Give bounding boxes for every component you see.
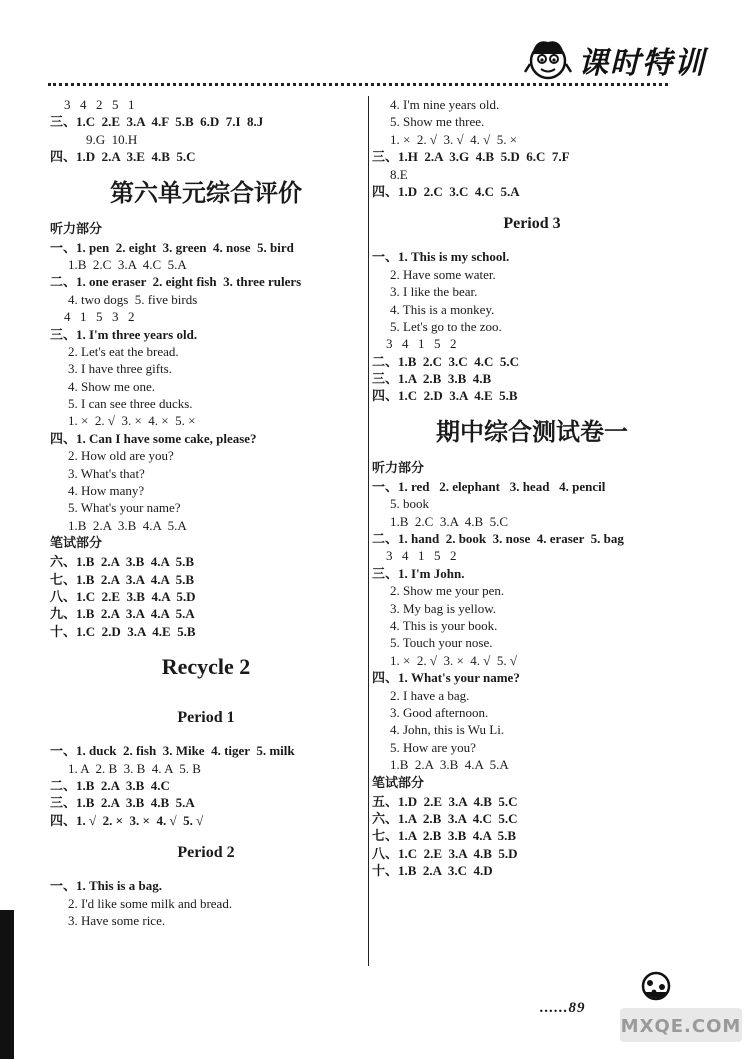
answer-line: 3. I like the bear. bbox=[390, 284, 478, 300]
section-answer-line: 六、1.A 2.B 3.A 4.C 5.C bbox=[372, 810, 518, 826]
section-answer-line: 四、1.C 2.D 3.A 4.E 5.B bbox=[372, 388, 518, 404]
section-answer-line: 三、1. I'm John. bbox=[372, 565, 465, 581]
answer-line: 3. What's that? bbox=[68, 465, 145, 481]
answer-line: 5. Show me three. bbox=[390, 114, 485, 130]
section-answer-line: 四、1.D 2.C 3.C 4.C 5.A bbox=[372, 183, 520, 199]
section-answer-line: 二、1. one eraser 2. eight fish 3. three rulers bbox=[50, 274, 302, 290]
right-column bbox=[372, 96, 692, 879]
section-answer-line: 五、1.D 2.E 3.A 4.B 5.C bbox=[372, 793, 518, 809]
answer-line: 4. two dogs 5. five birds bbox=[68, 291, 198, 307]
answer-line: 3. Good afternoon. bbox=[390, 704, 489, 720]
section-answer-line: 八、1.C 2.E 3.A 4.B 5.D bbox=[372, 845, 518, 861]
period-heading: Period 2 bbox=[177, 844, 235, 862]
section-answer-line: 四、1.D 2.A 3.E 4.B 5.C bbox=[50, 149, 196, 165]
answer-line: 4. Show me one. bbox=[68, 378, 156, 394]
answer-line: 1. × 2. √ 3. × 4. √ 5. √ bbox=[390, 652, 518, 668]
ordering-answer-line: 3 4 1 5 2 bbox=[386, 336, 458, 352]
unit-heading: 期中综合测试卷一 bbox=[436, 417, 628, 446]
period-heading: Period 1 bbox=[177, 709, 235, 727]
section-answer-line: 十、1.B 2.A 3.C 4.D bbox=[372, 863, 493, 879]
answer-line: 1.B 2.C 3.A 4.C 5.A bbox=[68, 256, 187, 272]
answer-line: 4. This is your book. bbox=[390, 617, 498, 633]
answer-line: 4. How many? bbox=[68, 483, 145, 499]
answer-line: 8.E bbox=[390, 166, 408, 182]
answer-line: 2. Let's eat the bread. bbox=[68, 343, 179, 359]
section-answer-line: 八、1.C 2.E 3.B 4.A 5.D bbox=[50, 588, 196, 604]
answer-line: 1. A 2. B 3. B 4. A 5. B bbox=[68, 760, 201, 776]
answer-line: 5. What's your name? bbox=[68, 500, 181, 516]
ordering-answer-line: 3 4 2 5 1 bbox=[64, 97, 136, 112]
part-subheading: 听力部分 bbox=[50, 221, 103, 237]
section-answer-line: 二、1.B 2.A 3.B 4.C bbox=[50, 777, 170, 793]
section-answer-line: 三、1.C 2.E 3.A 4.F 5.B 6.D 7.I 8.J bbox=[50, 114, 264, 130]
left-column bbox=[50, 96, 362, 929]
section-answer-line: 十、1.C 2.D 3.A 4.E 5.B bbox=[50, 623, 196, 639]
answer-line: 1.B 2.A 3.B 4.A 5.A bbox=[68, 517, 187, 533]
answer-line: 1.B 2.A 3.B 4.A 5.A bbox=[390, 757, 509, 773]
answer-line: 3. I have three gifts. bbox=[68, 361, 172, 377]
answer-line: 5. book bbox=[390, 496, 429, 512]
section-answer-line: 四、1. √ 2. × 3. × 4. √ 5. √ bbox=[50, 812, 204, 828]
answer-line: 2. I have a bag. bbox=[390, 687, 470, 703]
section-answer-line: 七、1.A 2.B 3.B 4.A 5.B bbox=[372, 828, 517, 844]
section-answer-line: 二、1. hand 2. book 3. nose 4. eraser 5. bag bbox=[372, 531, 624, 547]
section-answer-line: 一、1. pen 2. eight 3. green 4. nose 5. bird bbox=[50, 239, 294, 255]
part-subheading: 笔试部分 bbox=[50, 536, 103, 552]
section-answer-line: 一、1. This is my school. bbox=[372, 249, 510, 265]
section-answer-line: 四、1. What's your name? bbox=[372, 670, 520, 686]
page-edge-bar bbox=[0, 910, 14, 1059]
section-answer-line: 一、1. red 2. elephant 3. head 4. pencil bbox=[372, 478, 606, 494]
answer-line: 2. I'd like some milk and bread. bbox=[68, 895, 233, 911]
section-answer-line: 四、1. Can I have some cake, please? bbox=[50, 430, 257, 446]
section-answer-line: 三、1.H 2.A 3.G 4.B 5.D 6.C 7.F bbox=[372, 149, 570, 165]
answer-line: 1. × 2. √ 3. × 4. × 5. × bbox=[68, 413, 196, 429]
section-answer-line: 三、1. I'm three years old. bbox=[50, 326, 198, 342]
section-answer-line: 一、1. This is a bag. bbox=[50, 878, 162, 894]
period-heading: Period 3 bbox=[503, 215, 561, 233]
column-divider bbox=[368, 96, 369, 966]
answer-continuation-line: 9.G 10.H bbox=[86, 131, 138, 147]
answer-line: 4. This is a monkey. bbox=[390, 301, 495, 317]
watermark-text: MXQE.COM bbox=[620, 1016, 742, 1037]
ordering-answer-line: 4 1 5 3 2 bbox=[64, 309, 136, 325]
answer-line: 3. My bag is yellow. bbox=[390, 600, 497, 616]
answer-line: 1. × 2. √ 3. √ 4. √ 5. × bbox=[390, 131, 518, 147]
section-answer-line: 三、1.B 2.A 3.B 4.B 5.A bbox=[50, 795, 195, 811]
answer-line: 1.B 2.C 3.A 4.B 5.C bbox=[390, 513, 509, 529]
section-answer-line: 七、1.B 2.A 3.A 4.A 5.B bbox=[50, 571, 195, 587]
header-dotted-divider bbox=[48, 83, 668, 86]
watermark-logo-icon bbox=[616, 970, 746, 1056]
section-answer-line: 二、1.B 2.C 3.C 4.C 5.C bbox=[372, 353, 519, 369]
answer-line: 5. I can see three ducks. bbox=[68, 396, 193, 412]
answer-line: 5. Let's go to the zoo. bbox=[390, 318, 502, 334]
unit-heading: 第六单元综合评价 bbox=[110, 178, 302, 207]
section-answer-line: 一、1. duck 2. fish 3. Mike 4. tiger 5. milk bbox=[50, 743, 295, 759]
answer-line: 5. How are you? bbox=[390, 739, 476, 755]
section-answer-line: 三、1.A 2.B 3.B 4.B bbox=[372, 371, 492, 387]
unit-heading: Recycle 2 bbox=[161, 654, 251, 680]
part-subheading: 听力部分 bbox=[372, 460, 425, 476]
answer-line: 3. Have some rice. bbox=[68, 912, 166, 928]
answer-line: 4. I'm nine years old. bbox=[390, 97, 500, 112]
mascot-logo-icon bbox=[522, 34, 574, 82]
ordering-answer-line: 3 4 1 5 2 bbox=[386, 548, 458, 564]
section-answer-line: 六、1.B 2.A 3.B 4.A 5.B bbox=[50, 554, 195, 570]
part-subheading: 笔试部分 bbox=[372, 775, 425, 791]
answer-line: 4. John, this is Wu Li. bbox=[390, 722, 505, 738]
answer-line: 2. Have some water. bbox=[390, 266, 496, 282]
page-number: ......89 bbox=[540, 1000, 586, 1016]
answer-line: 2. How old are you? bbox=[68, 448, 174, 464]
header-title: 课时特训 bbox=[578, 46, 706, 81]
section-answer-line: 九、1.B 2.A 3.A 4.A 5.A bbox=[50, 606, 195, 622]
answer-line: 5. Touch your nose. bbox=[390, 635, 493, 651]
answer-line: 2. Show me your pen. bbox=[390, 583, 505, 599]
